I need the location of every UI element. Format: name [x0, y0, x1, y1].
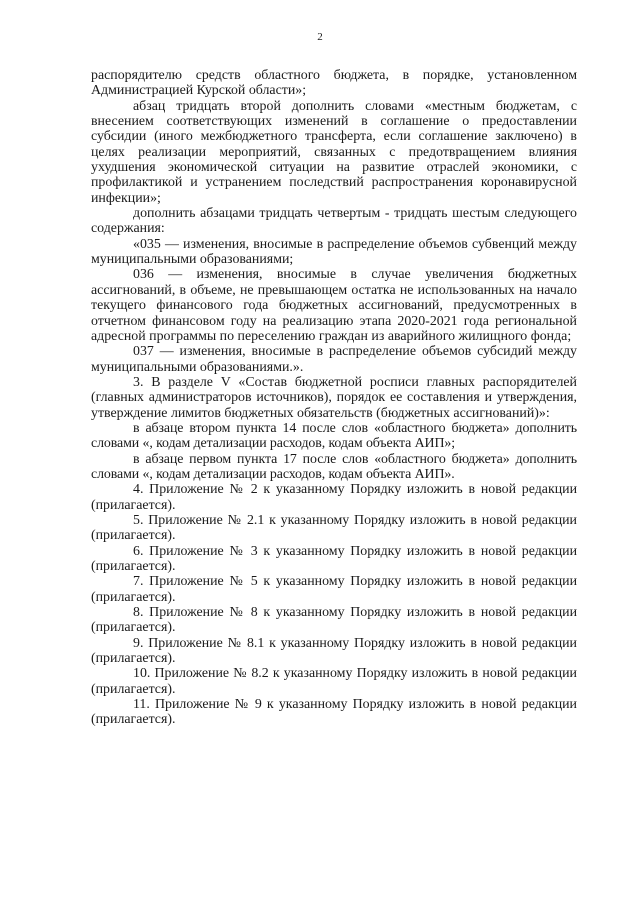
paragraph: 7. Приложение № 5 к указанному Порядку изложить в новой редакции (прилагается).	[91, 574, 577, 605]
paragraph: «035 — изменения, вносимые в распределение объемов субвенций между муниципальными образованиями;	[91, 236, 577, 268]
paragraph: 6. Приложение № 3 к указанному Порядку изложить в новой редакции (прилагается).	[91, 543, 577, 574]
document-body	[91, 68, 577, 728]
paragraph: 036 — изменения, вносимые в случае увеличения бюджетных ассигнований, в объеме, не превышающем остатка не использованных на начало текущего финансового года бюджетных ассигнований, предусмотренных в отчетном финансовом году на реализацию этапа 2020-2021 года региональной адресной программы по переселению граждан из аварийного жилищного фонда;	[91, 267, 577, 344]
paragraph: 10. Приложение № 8.2 к указанному Порядку изложить в новой редакции (прилагается).	[91, 666, 577, 697]
paragraph: 037 — изменения, вносимые в распределение объемов субсидий между муниципальными образованиями.».	[91, 344, 577, 375]
paragraph: 9. Приложение № 8.1 к указанному Порядку изложить в новой редакции (прилагается).	[91, 635, 577, 667]
paragraph: 4. Приложение № 2 к указанному Порядку изложить в новой редакции (прилагается).	[91, 482, 577, 513]
paragraph: абзац тридцать второй дополнить словами «местным бюджетам, с внесением соответствующих изменений в соглашение о предоставлении субсидии (иного межбюджетного трансферта, если соглашение заключено) в целях реализации мероприятий, связанных с предотвращением влияния ухудшения экономической ситуации на развитие отраслей экономики, с профилактикой и устранением последствий распространения коронавирусной инфекции»;	[91, 98, 577, 206]
paragraph: в абзаце втором пункта 14 после слов «областного бюджета» дополнить словами «, кодам детализации расходов, кодам объекта АИП»;	[91, 420, 577, 452]
paragraph: 8. Приложение № 8 к указанному Порядку изложить в новой редакции (прилагается).	[91, 605, 577, 636]
paragraph: распорядителю средств областного бюджета, в порядке, установленном Администрацией Курской области»;	[91, 68, 577, 99]
paragraph: 11. Приложение № 9 к указанному Порядку изложить в новой редакции (прилагается).	[91, 697, 577, 728]
paragraph: дополнить абзацами тридцать четвертым - тридцать шестым следующего содержания:	[91, 206, 577, 237]
paragraph: 3. В разделе V «Состав бюджетной росписи главных распорядителей (главных администраторов источников), порядок ее составления и утверждения, утверждение лимитов бюджетных обязательств (бюджетных ассигнований)»:	[91, 374, 577, 421]
paragraph: в абзаце первом пункта 17 после слов «областного бюджета» дополнить словами «, кодам детализации расходов, кодам объекта АИП».	[91, 451, 577, 482]
page-number: 2	[317, 31, 323, 43]
paragraph: 5. Приложение № 2.1 к указанному Порядку изложить в новой редакции (прилагается).	[91, 512, 577, 544]
